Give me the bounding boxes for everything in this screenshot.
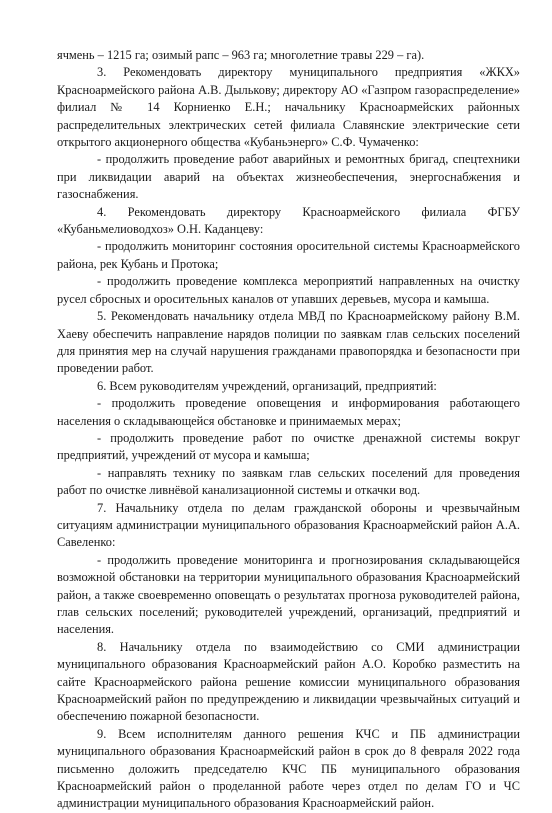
- paragraph-item-6-task-2: - продолжить проведение работ по очистке дренажной системы вокруг предприятий, учреждений от мусора и камыша;: [57, 430, 520, 463]
- paragraph-item-7: 7. Начальнику отдела по делам гражданской обороны и чрезвычайным ситуациям администрации муниципального образования Красноармейский район А.А. Савеленко:: [57, 500, 520, 550]
- paragraph-item-6-task-1: - продолжить проведение оповещения и информирования работающего населения о складывающейся обстановке и принимаемых мерах;: [57, 396, 520, 428]
- paragraph-item-4-task-1: - продолжить мониторинг состояния оросительной системы Красноармейского района, рек Кубань и Протока;: [57, 239, 520, 271]
- paragraph-item-8: 8. Начальнику отдела по взаимодействию со СМИ администрации муниципального образования Красноармейский район А.О. Коробко разместить на сайте Красноармейского района решение комиссии муниципального образования Красноармейский район по предупреждению и ликвидации чрезвычайных ситуаций и обеспечению пожарной безопасности.: [57, 639, 520, 724]
- paragraph-item-4-task-2: - продолжить проведение комплекса мероприятий направленных на очистку русел сбросных и оросительных каналов от упавших деревьев, мусора и камыша.: [57, 274, 520, 306]
- paragraph-item-7-task-1: - продолжить проведение мониторинга и прогнозирования складывающейся возможной обстановки на территории муниципального образования Красноармейский район, а также своевременно оповещать о результатах прогноза руководителей района, глав сельских поселений; руководителей учреждений, организаций, предприятий и населения.: [57, 552, 520, 637]
- paragraph-item-5: 5. Рекомендовать начальнику отдела МВД по Красноармейскому району В.М. Хаеву обеспечить направление нарядов полиции по заявкам глав сельских поселений для принятия мер на случай нарушения гражданами правопорядка и безопасности при проведении работ.: [57, 309, 520, 376]
- paragraph-item-9: 9. Всем исполнителям данного решения КЧС и ПБ администрации муниципального образования Красноармейский район в срок до 8 февраля 2022 года письменно доложить председателю КЧС ПБ муниципального образования Красноармейский район о проделанной работе через отдел по делам ГО и ЧС администрации муниципального образования Красноармейский район.: [57, 726, 520, 811]
- paragraph-item-4: 4. Рекомендовать директору Красноармейского филиала ФГБУ «Кубаньмелиоводхоз» О.Н. Каданцеву:: [57, 204, 520, 237]
- paragraph-item-3: 3. Рекомендовать директору муниципального предприятия «ЖКХ» Красноармейского района А.В. Дылькову; директору АО «Газпром газораспределение» филиал № 14 Корниенко Е.Н.; начальнику Красноармейских районных распределительных электрических сетей филиала Славянские электрические сети открытого акционерного общества «Кубаньэнерго» С.Ф. Чумаченко:: [57, 65, 520, 150]
- paragraph-item-3-task-1: - продолжить проведение работ аварийных и ремонтных бригад, спецтехники при ликвидации аварий на объектах жизнеобеспечения, энергоснабжения и газоснабжения.: [57, 152, 520, 202]
- paragraph-crops-continuation: ячмень – 1215 га; озимый рапс – 963 га; многолетние травы 229 – га).: [57, 48, 425, 62]
- paragraph-item-6-task-3: - направлять технику по заявкам глав сельских поселений для проведения работ по очистке ливнёвой канализационной системы и откачки вод.: [57, 465, 520, 498]
- paragraph-item-6: 6. Всем руководителям учреждений, организаций, предприятий:: [97, 378, 437, 393]
